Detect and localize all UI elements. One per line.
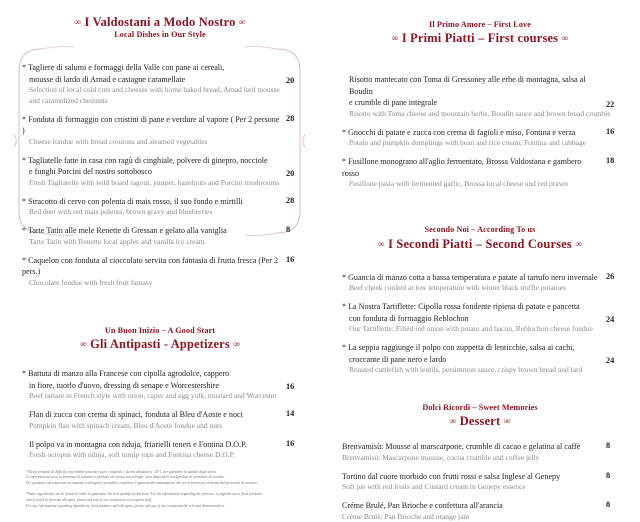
dish-item: [342, 342, 626, 375]
asterisk-icon: *: [342, 272, 347, 282]
dish-name-it-line2: con fonduta di formaggio Reblochon: [349, 313, 469, 323]
dish-price: 16: [286, 254, 295, 264]
footnote-line: For any information regarding ingredients, food products and allergens, please ask any of our restaurant the relevant documentation.: [26, 503, 225, 508]
ornament-infinity-icon: ∞: [391, 34, 399, 45]
dish-name-it: Risotto mantecato con Toma di Gressoney alle erbe di montagna, salsa al Boudin: [349, 75, 586, 96]
ornament-infinity-icon: ∞: [233, 339, 241, 350]
dish-price: 24: [606, 315, 615, 325]
dish-name-en: Red deer with red mais polenta, brown gravy and blueberries: [29, 207, 213, 217]
dish-name-it: Il polpo va in montagna con nduja, friarielli teneri e Fontina D.O.P.: [29, 439, 247, 449]
dish-item: [22, 409, 306, 431]
dish-item: [22, 225, 306, 247]
dish-price: 20: [286, 168, 295, 178]
ornament-infinity-icon: ∞: [74, 18, 82, 28]
footnote-line: *Alcuni prodotti di difficile reperibilità possono essere congelati e da noi abbattuti a -25°C per garantire la qualità degli stessi.: [26, 469, 217, 474]
asterisk-icon: *: [342, 343, 347, 353]
dish-price: 8: [606, 441, 611, 451]
dish-item: [22, 439, 306, 461]
dish-item: [342, 301, 626, 334]
dish-name-it: * La Nostra Tartiflette: Cipolla rossa fondente ripiena di patate e pancetta: [342, 302, 580, 312]
dish-list-desserts: [320, 441, 640, 522]
dish-price: 28: [286, 195, 295, 205]
section-subtitle-second-courses: Secondo Noi – According To us: [424, 225, 536, 235]
section-subtitle-appetizers: Un Buon Inizio – A Good Start: [104, 325, 216, 335]
footnote-italian: [26, 470, 304, 487]
section-header-first-courses: [320, 20, 640, 46]
dish-name-en: Beef cheek cooked at low temperature with winter black truffle potatoes: [349, 283, 566, 293]
footnote-english: [26, 492, 304, 509]
footnote-line: Per qualsiasi informazione su sostanze e allergeni è possibile consultare l'apposita documentazione che verrà fornita su richiesta dal personale di servizio.: [26, 481, 258, 486]
dish-list-second-courses: [320, 272, 640, 376]
section-header-second-courses: [320, 225, 640, 251]
dish-name-it: * Guancia di manzo cotta a bassa temperatura e patate al tartufo nero invernale: [342, 272, 598, 282]
dish-name-en-line2: and caramelized chestnuts: [29, 95, 108, 105]
section-title-local-dishes: ∞ I Valdostani a Modo Nostro ∞: [74, 15, 246, 29]
dish-item: [342, 156, 626, 189]
dish-name-en: Pumpkin flan with spinach cream, Bleu d'Aoste fondue and nuts: [29, 420, 222, 430]
dish-name-it: * Fusillone monograno all'aglio fermentato, Brossa Valdostana e gambero rosso: [342, 157, 582, 178]
asterisk-icon: *: [342, 157, 347, 167]
dish-name-en: Beef tartare in French style with orion, caper and egg yolk, mustard and Worcester: [29, 391, 277, 401]
section-title-appetizers: ∞ Gli Antipasti - Appetizers ∞: [79, 336, 241, 351]
dish-name-it: * La seppia raggiunge il polpo con zuppetta di lenticchie, salsa ai cachi,: [342, 343, 575, 353]
dish-name-en: Selection of local cold cuts and cheeses with home baked bread, Arnad lard mousse: [29, 85, 280, 95]
asterisk-icon: *: [22, 155, 27, 165]
dish-name-en: Potato and pumpkin dumplings with bean and rice cream, Fontina and cabbage: [349, 138, 587, 148]
dish-item: [22, 155, 306, 188]
left-column: [0, 0, 320, 508]
section-subtitle-local-dishes: Local Dishes in Our Style: [114, 30, 206, 40]
ornament-infinity-icon: ∞: [238, 18, 246, 28]
section-header-appetizers: [0, 326, 320, 352]
footnote-line: *Some ingredients can be frozen in order to guarantee the best quality of that item. For the information regarding the presence of ingredients or food products,: [26, 491, 263, 496]
dish-item: [22, 114, 306, 147]
dish-name-it: Brenvamisù: Mousse al marscarpone, crumble di cacao e gelatina al caffè: [342, 442, 581, 452]
dish-name-en: Fusillone pasta with fermented garlic, Brossa local cheese and red prawn: [349, 179, 568, 189]
dish-name-it: Tortino dal cuore morbido con frutti rossi e salsa Inglese al Genepy: [342, 471, 561, 481]
section-title-second-courses: ∞ I Secondi Piatti – Second Courses ∞: [377, 236, 583, 251]
section-title-desserts: ∞ Dessert ∞: [449, 414, 511, 429]
dish-name-it: * Gnocchi di patate e zucca con crema di fagioli e miso, Fontina e verza: [342, 127, 576, 137]
dish-name-it-line2: e funghi Porcini del nostro sottobosco: [29, 167, 152, 177]
ornament-infinity-icon: ∞: [503, 417, 511, 428]
dish-name-it-line2: e crumble di pane integrale: [349, 98, 438, 108]
dish-name-it-line2: in fiore, tuorlo d'uovo, dressing di senape e Worcestershire: [29, 380, 219, 390]
dish-name-en: Brenvamisù: Mascarpone mousse, cocoa crumble and coffee jelly: [342, 452, 540, 462]
asterisk-icon: *: [22, 114, 27, 124]
asterisk-icon: *: [342, 127, 347, 137]
dish-price: 22: [606, 99, 615, 109]
dish-list-first-courses: [320, 74, 640, 189]
ornament-infinity-icon: ∞: [449, 417, 457, 428]
dish-list-local-dishes: [0, 62, 320, 288]
dish-item: [342, 272, 626, 294]
dish-item: [22, 196, 306, 218]
asterisk-icon: *: [22, 369, 27, 379]
dish-item: [342, 471, 626, 493]
dish-name-en: Chocolate fondue with fresh fruit fantasy: [29, 277, 153, 287]
dish-name-it: * Tagliere di salumi e formaggi della Valle con pane ai cereali,: [22, 63, 225, 73]
ornament-infinity-icon: ∞: [575, 239, 583, 250]
section-title-first-courses: ∞ I Primi Piatti – First courses ∞: [391, 31, 569, 46]
dish-name-en: Fresh Tagliatelle with wild board ragout, juniper, hazelnuts and Porcini mushrooms: [29, 177, 280, 187]
dish-name-en: Tarte Tatin with Renette local apples and vanilla ice cream: [29, 236, 205, 246]
dish-name-it: * Fonduta di formaggio con crostini di pane e verdure al vapore ( Per 2 persone ): [22, 114, 280, 136]
dish-name-it: * Stracotto di cervo con polenta di mais rosso, il suo fondo e mirtilli: [22, 196, 243, 206]
asterisk-icon: *: [22, 63, 27, 73]
dish-price: 16: [286, 382, 295, 392]
ornament-infinity-icon: ∞: [377, 239, 385, 250]
dish-item: [22, 255, 306, 288]
dish-price: 20: [286, 76, 295, 86]
dish-name-it-line2: croccante di pane nero e lardo: [349, 354, 447, 364]
footnote-line: Le informazioni circa la presenza di sostanze o prodotti che provocano allergie sono disponibili rivolgendosi al personale di servizio.: [26, 475, 226, 480]
section-subtitle-first-courses: Il Primo Amore – First Love: [429, 20, 531, 29]
dish-item: [342, 441, 626, 463]
asterisk-icon: *: [22, 226, 27, 236]
dish-name-en: Fresh octopus with nduja, soft turnip tops and Fontina cheese D.O.P.: [29, 450, 235, 460]
dish-list-appetizers: [0, 368, 320, 460]
asterisk-icon: *: [22, 196, 27, 206]
dish-name-en: Roasted cuttlefish with lentils, persimmon sauce, crispy brown bread and lard: [349, 365, 583, 375]
dish-item: [22, 62, 306, 106]
dish-name-it-line2: mousse di lardo di Arnad e castagne caramellate: [29, 74, 186, 84]
dish-name-it: * Battuta di manzo alla Francese con cipolla agrodolce, cappero: [22, 369, 230, 379]
dish-name-it: * Caquelon con fonduta al cioccolato servita con fantasia di frutta fresca (Per 2 pers.): [22, 255, 278, 277]
dish-price: 8: [606, 470, 611, 480]
dish-price: 18: [606, 156, 615, 166]
right-column: [320, 0, 640, 521]
asterisk-icon: *: [342, 302, 347, 312]
dish-name-en: Soft pie with red fruits and Custard cream in Genepy essence: [342, 482, 526, 492]
ornament-infinity-icon: ∞: [561, 34, 569, 45]
section-header-local-dishes: [0, 14, 320, 40]
dish-item: [342, 127, 626, 149]
dish-price: 8: [286, 225, 291, 235]
dish-price: 14: [286, 409, 295, 419]
asterisk-icon: *: [22, 255, 27, 265]
dish-price: 28: [286, 113, 295, 123]
dish-name-en: Créme Brulé, Pan Brioche and orange jam: [342, 511, 470, 521]
dish-item: [342, 500, 626, 522]
dish-name-en: Our Tartiflette: Filled red onion with potato and bacon, Reblochon cheese fondue: [349, 324, 593, 334]
dish-name-en: Risotto with Toma cheese and mountain herbs, Boudin sauce and brown bread crumble: [349, 108, 611, 118]
dish-price: 26: [606, 271, 615, 281]
dish-price: 24: [606, 356, 615, 366]
dish-price: 8: [606, 500, 611, 510]
dish-name-it: Créme Brulé, Pan Brioche e confettura all'arancia: [342, 501, 503, 511]
dish-name-it: * Tarte Tatin alle mele Renette di Gressan e gelato alla vaniglia: [22, 226, 227, 236]
dish-item: [342, 74, 626, 119]
footnotes: [0, 470, 320, 510]
dish-price: 16: [286, 438, 295, 448]
section-subtitle-desserts: Dolci Ricordi – Sweet Memories: [422, 403, 538, 413]
dish-item: [22, 368, 306, 401]
dish-name-it: Flan di zucca con crema di spinaci, fonduta al Bleu d'Aoste e noci: [29, 410, 243, 420]
ornament-infinity-icon: ∞: [79, 339, 87, 350]
dish-name-it: * Tagliatelle fatte in casa con ragù di cinghiale, polvere di ginepro, nocciole: [22, 155, 268, 165]
dish-name-en: Cheese fondue with bread croutons and steamed vegetables: [29, 136, 208, 146]
dish-price: 16: [606, 126, 615, 136]
section-header-desserts: [320, 403, 640, 429]
footnote-line: which could be provoke allergies, please ask any of our restaurant or reception staff.: [26, 497, 153, 502]
